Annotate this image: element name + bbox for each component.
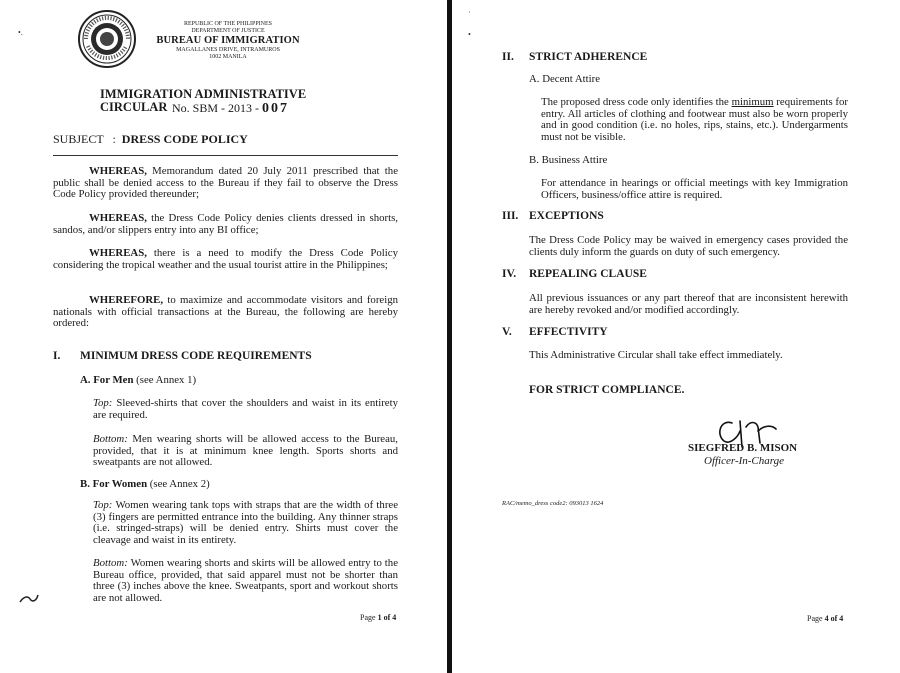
circular-number-serial: 007 (262, 101, 290, 116)
women-annex: (see Annex 2) (147, 478, 210, 490)
effectivity-paragraph: This Administrative Circular shall take effect immediately. (529, 349, 783, 361)
scan-speck: · (468, 8, 471, 17)
wherefore-text: to maximize and accommodate visitors and foreign nationals with official transactions at the Bureau, the following are hereby ordered: (53, 294, 398, 330)
men-heading (80, 374, 196, 386)
business-attire-heading: B. Business Attire (529, 154, 608, 166)
women-top-paragraph (93, 500, 398, 546)
decent-attire-text-2: requirements for entry. All articles of clothing and footwear must also be worn properly and in good condition (i.e. no holes, rips, stains, etc.). Undergarments must not be visible. (541, 96, 848, 143)
letterhead (148, 21, 308, 61)
whereas-paragraph-2 (53, 213, 398, 236)
whereas-lead: WHEREAS, (89, 247, 147, 259)
handwritten-mark (18, 592, 40, 606)
whereas-paragraph-3 (53, 248, 398, 271)
page-number-1 (360, 613, 396, 622)
page-label: Page (807, 614, 825, 623)
compliance-statement: FOR STRICT COMPLIANCE. (529, 384, 685, 396)
section-2-number: II. (502, 51, 514, 63)
section-3-number: III. (502, 210, 519, 222)
whereas-paragraph-1 (53, 166, 398, 201)
men-bottom-paragraph (93, 434, 398, 469)
letterhead-address-1: MAGALLANES DRIVE, INTRAMUROS (176, 47, 280, 53)
circular-title: IMMIGRATION ADMINISTRATIVE CIRCULAR (100, 87, 307, 114)
men-bottom-text: Men wearing shorts will be allowed access to the Bureau, provided, that it is at minimum knee length. Sports shorts and sweatpants are not allowed. (93, 433, 398, 469)
circular-number-prefix: No. SBM - 2013 - (172, 101, 260, 115)
section-5-title: EFFECTIVITY (529, 326, 608, 338)
section-4-number: IV. (502, 268, 517, 280)
document-page-4 (452, 0, 900, 673)
signatory-name: SIEGFRED B. MISON (688, 442, 798, 454)
subject-divider (53, 155, 398, 156)
section-2-title: STRICT ADHERENCE (529, 51, 648, 63)
men-annex: (see Annex 1) (133, 374, 197, 386)
whereas-text: there is a need to modify the Dress Code Policy considering the tropical weather and the usual tourist attire in the Philippines; (53, 247, 398, 271)
men-bottom-lead: Bottom: (93, 433, 128, 445)
section-4-title: REPEALING CLAUSE (529, 268, 647, 280)
subject-label: SUBJECT : (53, 132, 116, 146)
wherefore-paragraph (53, 295, 398, 330)
decent-attire-underlined: minimum (731, 96, 774, 108)
letterhead-department: DEPARTMENT OF JUSTICE (191, 28, 265, 34)
section-5-number: V. (502, 326, 512, 338)
circular-number (172, 102, 289, 115)
page-number-4 (807, 614, 843, 623)
page-num: 1 of 4 (377, 613, 397, 622)
decent-attire-heading: A. Decent Attire (529, 73, 601, 85)
letterhead-agency: BUREAU OF IMMIGRATION (156, 35, 300, 46)
section-1-number: I. (53, 350, 61, 362)
men-top-lead: Top: (93, 397, 113, 409)
women-top-text: Women wearing tank tops with straps that are the width of three (3) fingers are permitted entrance into the building. Any thinner straps (i.e. stringed-straps) will be denied entry. Shirts must cover the cleavage and waist in its entirety. (93, 499, 398, 546)
women-bottom-lead: Bottom: (93, 557, 128, 569)
page-num: 4 of 4 (824, 614, 844, 623)
women-bottom-text: Women wearing shorts and skirts will be allowed entry to the Bureau office, provided, that said apparel must not be shorter than three (3) inches above the knee. Sweatpants, sport and workout shorts are not allowed. (93, 557, 398, 604)
men-top-paragraph (93, 398, 398, 421)
men-top-text: Sleeved-shirts that cover the shoulders and waist in its entirety are required. (93, 397, 398, 421)
business-attire-paragraph: For attendance in hearings or official meetings with key Immigration Officers, business/office attire is required. (541, 177, 848, 201)
letterhead-address-2: 1002 MANILA (209, 54, 247, 60)
bureau-seal-logo (78, 10, 136, 68)
women-top-lead: Top: (93, 499, 113, 511)
wherefore-lead: WHEREFORE, (89, 294, 164, 306)
decent-attire-text-1: The proposed dress code only identifies the (541, 96, 732, 108)
document-page-1 (0, 0, 447, 673)
women-bottom-paragraph (93, 558, 398, 604)
whereas-lead: WHEREAS, (89, 165, 147, 177)
letterhead-republic: REPUBLIC OF THE PHILIPPINES (183, 21, 273, 27)
decent-attire-paragraph (541, 97, 848, 143)
page-label: Page (360, 613, 378, 622)
subject-line (53, 132, 248, 147)
whereas-text: Memorandum dated 20 July 2011 prescribed that the public shall be denied access to the Bureau if they fail to observe the Dress Code Policy provided thereunder; (53, 165, 398, 201)
reference-code: RAC/memo_dress code2: 093013 1624 (502, 500, 604, 507)
repealing-paragraph: All previous issuances or any part thereof that are inconsistent herewith are hereby revoked and/or modified accordingly. (529, 292, 848, 316)
signatory-title: Officer-In-Charge (704, 455, 785, 467)
women-heading (80, 478, 210, 490)
scan-speck: • (468, 30, 471, 39)
scan-speck: •. (18, 28, 23, 37)
subject-value: DRESS CODE POLICY (121, 132, 248, 146)
men-label: A. For Men (80, 374, 134, 386)
section-1-title: MINIMUM DRESS CODE REQUIREMENTS (80, 350, 312, 362)
exceptions-paragraph: The Dress Code Policy may be waived in emergency cases provided the clients duly inform the guards on duty of such emergency. (529, 234, 848, 258)
whereas-text: the Dress Code Policy denies clients dressed in shorts, sandos, and/or slippers entry into any BI office; (53, 212, 398, 236)
section-3-title: EXCEPTIONS (529, 210, 604, 222)
whereas-lead: WHEREAS, (89, 212, 147, 224)
women-label: B. For Women (80, 478, 148, 490)
